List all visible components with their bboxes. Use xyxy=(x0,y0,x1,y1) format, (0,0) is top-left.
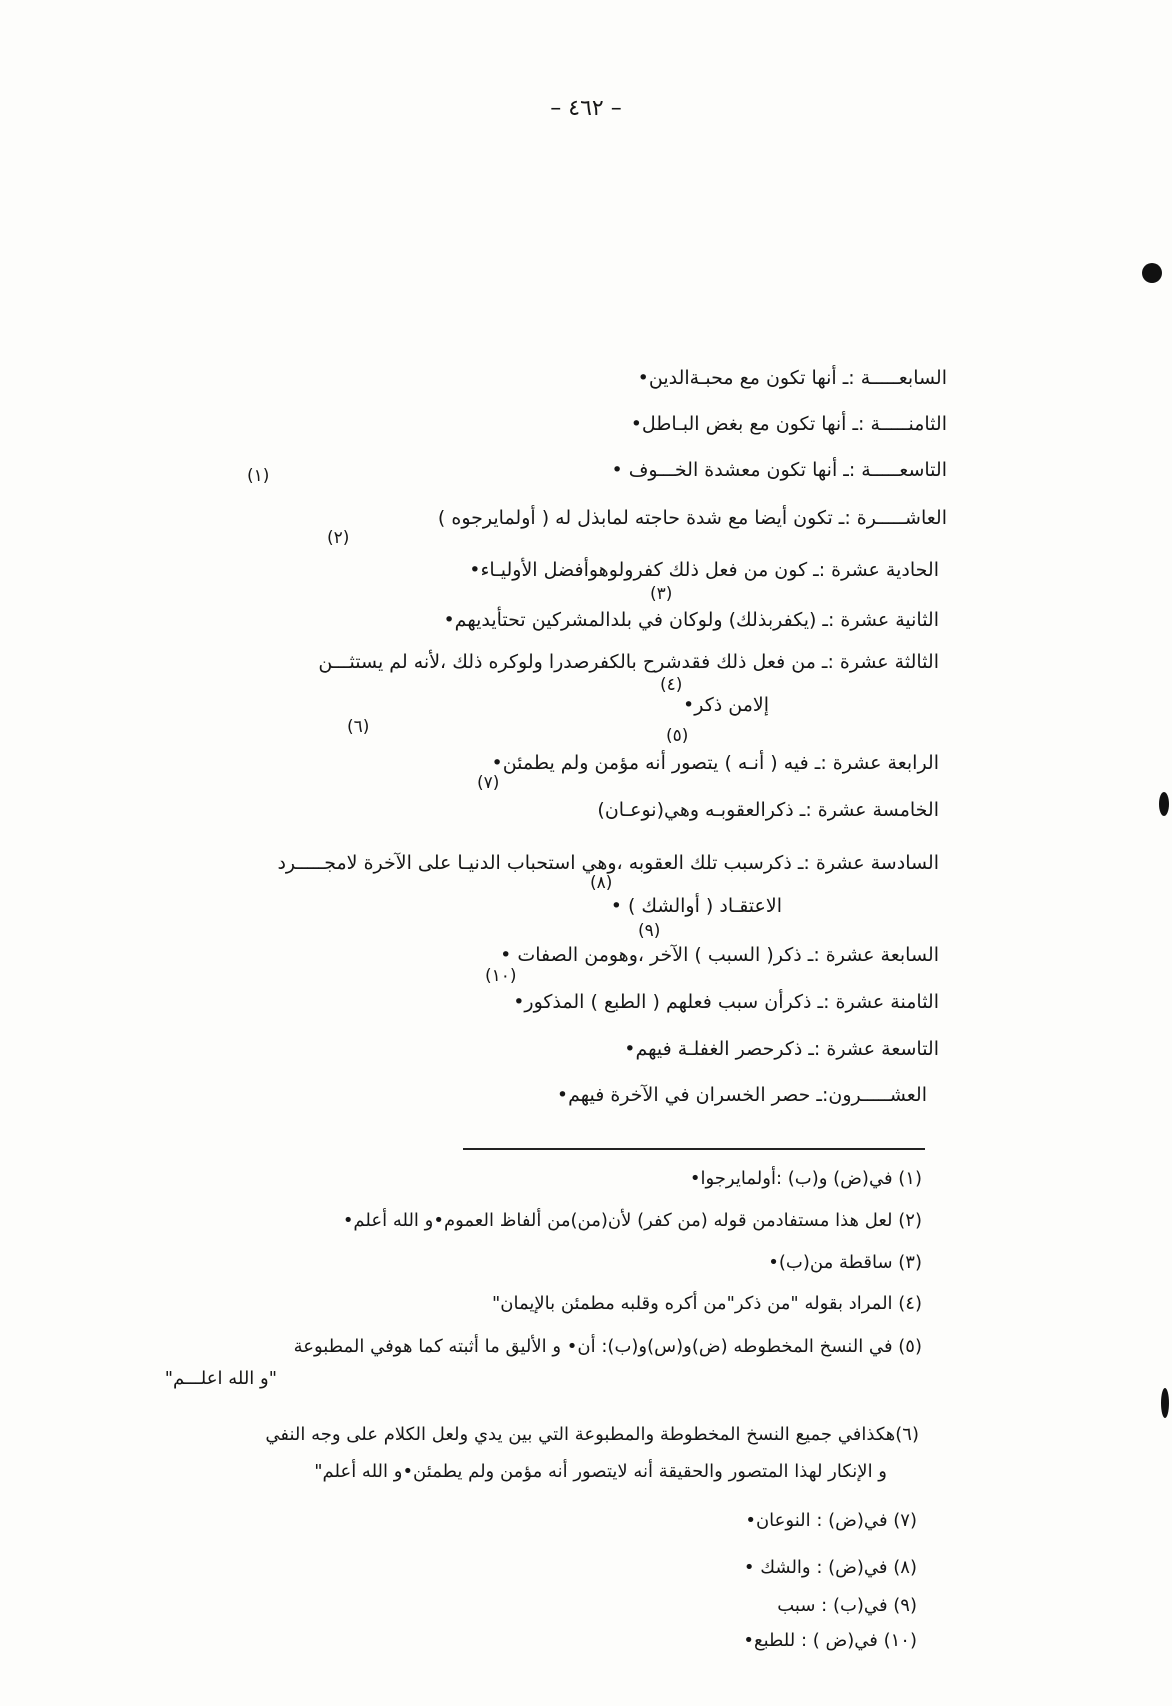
footnote-marker-2: (٢) xyxy=(327,528,350,548)
footnote-2: (٢) لعل هذا مستفادمن قوله (من كفر) لأن(من)من ألفاظ العموم•و الله أعلم• xyxy=(342,1210,922,1231)
body-line-14: الثامنة عشرة :ـ ذكرأن سبب فعلهم ( الطبع ) المذكور• xyxy=(513,991,939,1013)
body-line-10: الخامسة عشرة :ـ ذكرالعقوبـه وهي(نوعـان) xyxy=(597,799,939,821)
scan-blot-top xyxy=(1140,260,1164,286)
footnote-10: (١٠) في(ض ) : للطبع• xyxy=(743,1630,917,1651)
footnote-1: (١) في(ض) و(ب) :أولمايرجوا• xyxy=(689,1168,922,1189)
footnote-marker-9: (٩) xyxy=(638,921,661,941)
footnote-marker-4: (٤) xyxy=(660,675,683,695)
body-line-12: الاعتقـاد ( أوالشك ) • xyxy=(610,895,782,917)
body-line-9: الرابعة عشرة :ـ فيه ( أنـه ) يتصور أنه مؤمن ولم يطمئن• xyxy=(491,752,939,774)
footnote-6: (٦)هكذافي جميع النسخ المخطوطة والمطبوعة التي بين يدي ولعل الكلام على وجه النفي xyxy=(265,1424,919,1445)
body-line-16: العشـــــرون:ـ حصر الخسران في الآخرة فيهم• xyxy=(556,1084,927,1106)
footnote-marker-7: (٧) xyxy=(477,773,500,793)
body-line-7: الثالثة عشرة :ـ من فعل ذلك فقدشرح بالكفرصدرا ولوكره ذلك ،لأنه لم يستثـــن xyxy=(318,651,939,673)
footnote-marker-8: (٨) xyxy=(590,873,613,893)
footnote-3: (٣) ساقطة من(ب)• xyxy=(768,1252,922,1273)
footnote-6-continuation: و الإنكار لهذا المتصور والحقيقة أنه لايتصور أنه مؤمن ولم يطمئن•و الله أعلم" xyxy=(314,1461,887,1482)
footnote-5-continuation: "و الله اعلـــم" xyxy=(164,1368,277,1389)
body-line-4: العاشـــــرة :ـ تكون أيضا مع شدة حاجته لمابذل له ( أولمايرجوه ) xyxy=(437,507,947,529)
footnote-9: (٩) في(ب) : سبب xyxy=(777,1595,917,1616)
footnote-marker-5: (٥) xyxy=(666,726,689,746)
footnote-separator xyxy=(463,1148,925,1150)
footnote-8: (٨) في(ض) : والشك • xyxy=(743,1557,917,1578)
body-line-2: الثامنـــــة :ـ أنها تكون مع بغض البـاطل• xyxy=(630,413,947,435)
footnote-marker-10: (١٠) xyxy=(485,966,517,986)
footnote-7: (٧) في(ض) : النوعان• xyxy=(745,1510,917,1531)
body-line-11: السادسة عشرة :ـ ذكرسبب تلك العقوبه ،وهي استحباب الدنيـا على الآخرة لامجـــــرد xyxy=(277,852,939,874)
body-line-5: الحادية عشرة :ـ كون من فعل ذلك كفرولوهوأفضل الأوليـاء• xyxy=(469,559,939,581)
footnote-marker-3: (٣) xyxy=(650,584,673,604)
body-line-8: إلامن ذكر• xyxy=(683,694,769,716)
footnote-marker-1: (١) xyxy=(247,466,270,486)
body-line-6: الثانية عشرة :ـ (يكفربذلك) ولوكان في بلدالمشركين تحتأيديهم• xyxy=(443,609,939,631)
page-number: – ٤٦٢ – xyxy=(550,96,622,121)
footnote-4: (٤) المراد بقوله "من ذكر"من أكره وقلبه مطمئن بالإيمان" xyxy=(491,1293,922,1314)
scan-blot-middle xyxy=(1158,790,1170,818)
body-line-3: التاسعـــــة :ـ أنها تكون معشدة الخـــوف • xyxy=(611,459,947,481)
scan-blot-bottom xyxy=(1160,1386,1170,1420)
footnote-marker-6: (٦) xyxy=(347,717,370,737)
body-line-15: التاسعة عشرة :ـ ذكرحصر الغفلـة فيهم• xyxy=(624,1038,939,1060)
body-line-1: السابعـــــة :ـ أنها تكون مع محبـةالدين• xyxy=(637,367,947,389)
body-line-13: السابعة عشرة :ـ ذكر( السبب ) الآخر ،وهومن الصفات • xyxy=(500,944,939,966)
footnote-5: (٥) في النسخ المخطوطه (ض)و(س)و(ب): أن• و الأليق ما أثبته كما هوفي المطبوعة xyxy=(293,1336,922,1357)
